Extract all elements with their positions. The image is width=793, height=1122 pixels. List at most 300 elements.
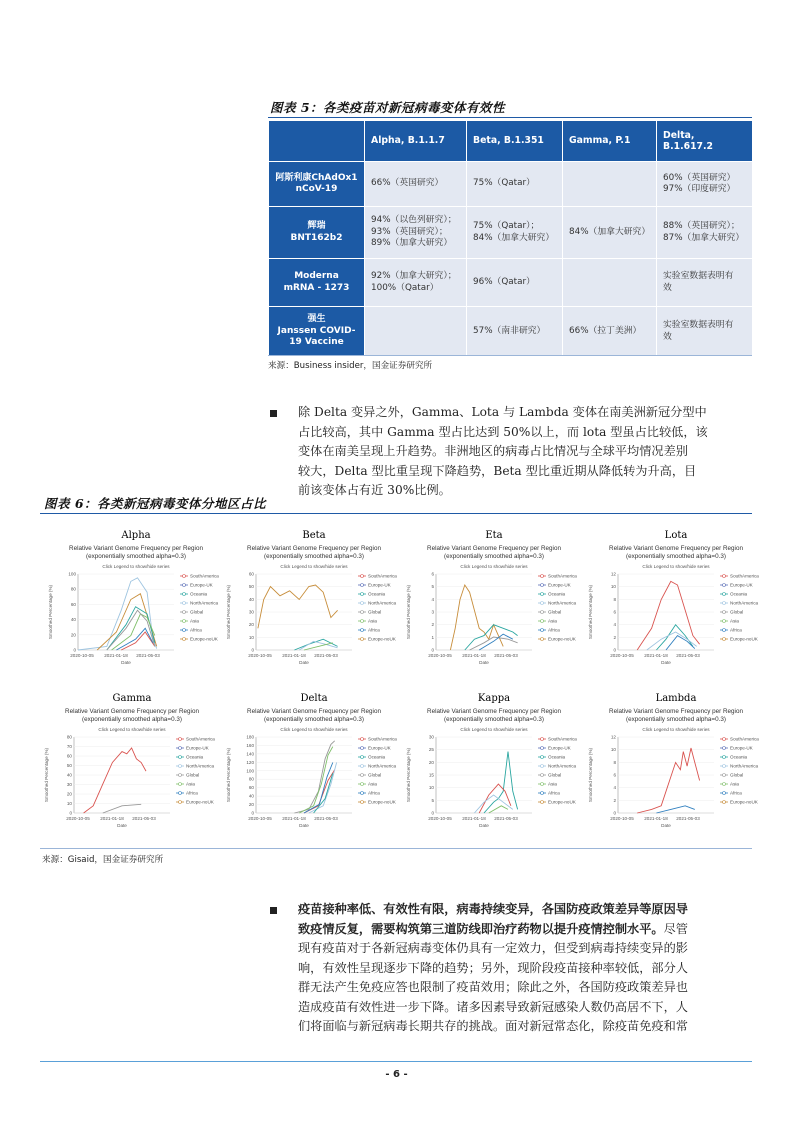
chart-title: Eta xyxy=(485,530,503,541)
row-header-janssen: 强生 Janssen COVID- 19 Vaccine xyxy=(269,307,365,357)
legend-label[interactable]: Global xyxy=(730,609,744,615)
legend-label[interactable]: Global xyxy=(190,609,204,615)
y-tick-label: 120 xyxy=(246,759,254,765)
legend-marker[interactable] xyxy=(361,774,364,777)
legend-marker[interactable] xyxy=(541,765,544,768)
series-line xyxy=(294,639,337,650)
y-tick-label: 0 xyxy=(613,810,616,816)
y-tick-label: 2 xyxy=(613,634,616,640)
y-tick-label: 8 xyxy=(613,596,616,602)
series-line xyxy=(470,637,518,650)
y-tick-label: 80 xyxy=(66,734,72,740)
x-axis-label: Date xyxy=(117,823,127,828)
y-tick-label: 2 xyxy=(613,797,616,803)
legend-marker[interactable] xyxy=(723,602,726,605)
y-tick-label: 0 xyxy=(431,647,434,653)
legend-marker[interactable] xyxy=(183,638,186,641)
table-cell: 57%（南非研究） xyxy=(467,307,563,357)
legend-label[interactable]: Oceania xyxy=(186,754,204,760)
legend-marker[interactable] xyxy=(361,738,364,741)
legend-label[interactable]: Europe-UK xyxy=(368,745,391,751)
chart-subtitle: Relative Variant Genome Frequency per Region xyxy=(247,708,381,715)
legend-label[interactable]: SouthAmerica xyxy=(548,573,577,579)
figure5-source: 来源：Business insider，国金证券研究所 xyxy=(268,361,433,371)
legend-marker[interactable] xyxy=(541,756,544,759)
legend-marker[interactable] xyxy=(179,801,182,804)
chart-title: Beta xyxy=(302,530,326,541)
legend-label[interactable]: Europe-noUK xyxy=(548,799,576,805)
y-tick-label: 60 xyxy=(70,601,76,607)
series-line xyxy=(656,806,694,813)
chart-subtitle: Relative Variant Genome Frequency per Region xyxy=(69,545,203,552)
legend-label[interactable]: NorthAmerica xyxy=(368,763,397,769)
legend-marker[interactable] xyxy=(723,629,726,632)
legend-label[interactable]: SouthAmerica xyxy=(368,736,397,742)
legend-marker[interactable] xyxy=(723,756,726,759)
legend-marker[interactable] xyxy=(361,620,364,623)
series-line xyxy=(258,585,338,628)
legend-marker[interactable] xyxy=(723,774,726,777)
page-number: - 6 - xyxy=(385,1069,408,1080)
legend-marker[interactable] xyxy=(361,638,364,641)
y-tick-label: 25 xyxy=(428,747,434,753)
y-axis-label: Smoothed Percentage (%) xyxy=(588,584,593,640)
table-cell: 88%（英国研究）； 87%（加拿大研究） xyxy=(657,207,753,259)
legend-marker[interactable] xyxy=(361,593,364,596)
y-tick-label: 60 xyxy=(66,753,72,759)
y-tick-label: 0 xyxy=(69,810,72,816)
legend-marker[interactable] xyxy=(541,620,544,623)
y-axis-label: Smoothed Percentage (%) xyxy=(406,747,411,803)
legend-label[interactable]: Europe-noUK xyxy=(368,799,396,805)
legend-label[interactable]: SouthAmerica xyxy=(730,736,759,742)
table-cell xyxy=(563,162,657,207)
legend-marker[interactable] xyxy=(541,801,544,804)
legend-marker[interactable] xyxy=(179,783,182,786)
legend-marker[interactable] xyxy=(723,747,726,750)
legend-label[interactable]: Asia xyxy=(190,618,199,624)
legend-label[interactable]: Europe-noUK xyxy=(730,799,758,805)
legend-marker[interactable] xyxy=(541,611,544,614)
legend-label[interactable]: Africa xyxy=(186,790,198,796)
x-axis-label: Date xyxy=(661,660,671,665)
legend-marker[interactable] xyxy=(183,575,186,578)
legend-label[interactable]: Global xyxy=(186,772,200,778)
legend-label[interactable]: Oceania xyxy=(730,591,748,597)
variant-chart-lota xyxy=(584,527,768,665)
legend-marker[interactable] xyxy=(723,801,726,804)
legend-marker[interactable] xyxy=(541,783,544,786)
legend-marker[interactable] xyxy=(361,629,364,632)
series-line xyxy=(299,747,333,813)
variant-chart-eta xyxy=(402,527,586,665)
table-cell: 75%（Qatar） xyxy=(467,162,563,207)
y-tick-label: 1 xyxy=(431,634,434,640)
x-tick-label: 2021-05-03 xyxy=(136,653,160,658)
chart-title: Delta xyxy=(300,693,328,704)
legend-label[interactable]: Africa xyxy=(548,790,560,796)
legend-marker[interactable] xyxy=(183,629,186,632)
legend-label[interactable]: Europe-UK xyxy=(730,582,753,588)
x-axis-label: Date xyxy=(299,823,309,828)
legend-hint: Click Legend to show/hide series xyxy=(280,564,348,569)
y-tick-label: 0 xyxy=(251,647,254,653)
table-corner xyxy=(269,121,365,162)
row-header-astrazeneca: 阿斯利康ChAdOx1 nCoV-19 xyxy=(269,162,365,207)
legend-marker[interactable] xyxy=(541,575,544,578)
chart-subtitle: Relative Variant Genome Frequency per Region xyxy=(247,545,381,552)
legend-label[interactable]: Europe-UK xyxy=(548,582,571,588)
legend-marker[interactable] xyxy=(723,611,726,614)
x-tick-label: 2021-05-03 xyxy=(494,653,518,658)
x-tick-label: 2020-10-05 xyxy=(248,653,272,658)
legend-marker[interactable] xyxy=(361,584,364,587)
legend-hint: Click Legend to show/hide series xyxy=(642,564,710,569)
chart-title: Lambda xyxy=(655,693,697,704)
legend-hint: Click Legend to show/hide series xyxy=(642,727,710,732)
legend-marker[interactable] xyxy=(541,792,544,795)
table-cell: 92%（加拿大研究）； 100%（Qatar） xyxy=(365,259,467,307)
legend-label[interactable]: Oceania xyxy=(548,754,566,760)
x-tick-label: 2021-01-18 xyxy=(462,653,486,658)
series-line xyxy=(78,578,157,650)
y-tick-label: 3 xyxy=(431,609,434,615)
legend-marker[interactable] xyxy=(183,584,186,587)
x-tick-label: 2020-10-05 xyxy=(66,816,90,821)
x-tick-label: 2020-10-05 xyxy=(610,816,634,821)
y-tick-label: 15 xyxy=(428,772,434,778)
legend-label[interactable]: Africa xyxy=(368,790,380,796)
legend-marker[interactable] xyxy=(179,774,182,777)
y-axis-label: Smoothed Percentage (%) xyxy=(406,584,411,640)
legend-label[interactable]: NorthAmerica xyxy=(548,763,577,769)
row-header-moderna: Moderna mRNA - 1273 xyxy=(269,259,365,307)
y-tick-label: 6 xyxy=(613,609,616,615)
legend-marker[interactable] xyxy=(179,756,182,759)
series-line xyxy=(489,806,508,813)
legend-label[interactable]: Asia xyxy=(368,781,377,787)
chart-title: Alpha xyxy=(121,530,151,541)
header-gamma: Gamma, P.1 xyxy=(563,121,657,162)
legend-label[interactable]: Global xyxy=(730,772,744,778)
legend-marker[interactable] xyxy=(361,792,364,795)
chart-subtitle: Relative Variant Genome Frequency per Region xyxy=(609,708,743,715)
y-tick-label: 10 xyxy=(66,801,72,806)
y-tick-label: 6 xyxy=(613,772,616,778)
variant-chart-gamma xyxy=(40,690,224,828)
y-tick-label: 40 xyxy=(248,793,254,799)
chart-subtitle: Relative Variant Genome Frequency per Region xyxy=(609,545,743,552)
legend-label[interactable]: SouthAmerica xyxy=(368,573,397,579)
chart-svg xyxy=(584,690,768,828)
paragraph-variants: 除 Delta 变异之外，Gamma、Lota 与 Lambda 变体在南美洲新冠分型中 占比较高，其中 Gamma 型占比达到 50%以上，而 lota 型虽占比较低，该 变体在南美呈现上升趋势。非洲地区的病毒占比情况与全球平均情况差别 较大，Delta 型比重呈现下降趋势，Beta 型比重近期从降低转为升高，目 前该变体占有近 30%比例。 xyxy=(298,405,708,497)
legend-label[interactable]: Oceania xyxy=(730,754,748,760)
chart-subtitle-2: (exponentially smoothed alpha=0.3) xyxy=(626,716,726,723)
x-tick-label: 2021-05-03 xyxy=(314,816,338,821)
legend-label[interactable]: Africa xyxy=(730,627,742,633)
legend-label[interactable]: Europe-noUK xyxy=(186,799,214,805)
x-axis-label: Date xyxy=(479,660,489,665)
series-line xyxy=(637,748,699,813)
y-tick-label: 4 xyxy=(613,785,616,791)
chart-subtitle-2: (exponentially smoothed alpha=0.3) xyxy=(82,716,182,723)
y-tick-label: 10 xyxy=(610,747,616,753)
table-row xyxy=(269,259,753,307)
y-tick-label: 5 xyxy=(431,797,434,803)
legend-label[interactable]: Europe-UK xyxy=(186,745,209,751)
header-alpha: Alpha, B.1.1.7 xyxy=(365,121,467,162)
legend-marker[interactable] xyxy=(541,629,544,632)
legend-label[interactable]: NorthAmerica xyxy=(190,600,219,606)
legend-marker[interactable] xyxy=(183,611,186,614)
y-tick-label: 0 xyxy=(251,810,254,816)
chart-svg xyxy=(402,690,586,828)
y-axis-label: Smoothed Percentage (%) xyxy=(44,747,49,803)
chart-title: Gamma xyxy=(112,693,152,704)
legend-label[interactable]: Asia xyxy=(548,781,557,787)
y-tick-label: 20 xyxy=(66,791,72,797)
x-tick-label: 2021-01-18 xyxy=(100,816,124,821)
legend-marker[interactable] xyxy=(723,738,726,741)
y-tick-label: 0 xyxy=(73,647,76,653)
chart-subtitle-2: (exponentially smoothed alpha=0.3) xyxy=(264,716,364,723)
chart-svg xyxy=(584,527,768,665)
figure6-source: 来源：Gisaid，国金证券研究所 xyxy=(42,855,164,865)
legend-marker[interactable] xyxy=(723,638,726,641)
legend-marker[interactable] xyxy=(361,611,364,614)
legend-marker[interactable] xyxy=(361,801,364,804)
y-tick-label: 2 xyxy=(431,622,434,628)
y-tick-label: 60 xyxy=(248,571,254,577)
legend-label[interactable]: Europe-noUK xyxy=(730,636,758,642)
chart-svg xyxy=(44,527,228,665)
y-tick-label: 0 xyxy=(431,810,434,816)
header-beta: Beta, B.1.351 xyxy=(467,121,563,162)
x-tick-label: 2021-01-18 xyxy=(644,816,668,821)
x-tick-label: 2020-10-05 xyxy=(610,653,634,658)
table-header-row xyxy=(269,121,753,162)
x-axis-label: Date xyxy=(479,823,489,828)
chart-subtitle-2: (exponentially smoothed alpha=0.3) xyxy=(86,553,186,560)
x-tick-label: 2021-01-18 xyxy=(462,816,486,821)
legend-marker[interactable] xyxy=(723,620,726,623)
legend-marker[interactable] xyxy=(183,620,186,623)
table-cell: 94%（以色列研究）； 93%（英国研究）； 89%（加拿大研究） xyxy=(365,207,467,259)
legend-label[interactable]: SouthAmerica xyxy=(730,573,759,579)
legend-label[interactable]: Africa xyxy=(190,627,202,633)
legend-label[interactable]: SouthAmerica xyxy=(186,736,215,742)
series-line xyxy=(637,581,699,650)
y-tick-label: 10 xyxy=(428,785,434,791)
legend-label[interactable]: Global xyxy=(368,609,382,615)
legend-label[interactable]: Africa xyxy=(548,627,560,633)
y-tick-label: 160 xyxy=(246,742,254,748)
legend-label[interactable]: Europe-UK xyxy=(368,582,391,588)
legend-marker[interactable] xyxy=(179,738,182,741)
vaccine-efficacy-table xyxy=(268,120,753,357)
legend-marker[interactable] xyxy=(723,575,726,578)
x-tick-label: 2021-01-18 xyxy=(644,653,668,658)
table-cell: 84%（加拿大研究） xyxy=(563,207,657,259)
y-tick-label: 5 xyxy=(431,584,434,590)
y-tick-label: 30 xyxy=(248,609,254,615)
legend-label[interactable]: Africa xyxy=(730,790,742,796)
x-tick-label: 2020-10-05 xyxy=(248,816,272,821)
figure5-title-rule xyxy=(268,117,752,118)
legend-marker[interactable] xyxy=(541,638,544,641)
table-cell xyxy=(365,307,467,357)
x-tick-label: 2020-10-05 xyxy=(70,653,94,658)
legend-label[interactable]: Asia xyxy=(730,618,739,624)
legend-marker[interactable] xyxy=(723,584,726,587)
legend-marker[interactable] xyxy=(179,765,182,768)
legend-marker[interactable] xyxy=(541,738,544,741)
legend-label[interactable]: Oceania xyxy=(190,591,208,597)
legend-marker[interactable] xyxy=(361,602,364,605)
legend-label[interactable]: Global xyxy=(548,772,562,778)
y-tick-label: 70 xyxy=(66,744,72,749)
x-tick-label: 2021-01-18 xyxy=(104,653,128,658)
chart-subtitle: Relative Variant Genome Frequency per Region xyxy=(65,708,199,715)
y-tick-label: 180 xyxy=(246,734,254,740)
y-tick-label: 100 xyxy=(246,768,254,774)
legend-marker[interactable] xyxy=(541,584,544,587)
series-line xyxy=(304,643,333,650)
figure6-title-rule xyxy=(40,513,752,514)
legend-hint: Click Legend to show/hide series xyxy=(460,727,528,732)
legend-label[interactable]: SouthAmerica xyxy=(190,573,219,579)
legend-marker[interactable] xyxy=(179,792,182,795)
legend-label[interactable]: Asia xyxy=(186,781,195,787)
legend-marker[interactable] xyxy=(361,783,364,786)
y-tick-label: 12 xyxy=(610,734,616,740)
x-tick-label: 2020-10-05 xyxy=(428,816,452,821)
figure6-title: 图表 6：各类新冠病毒变体分地区占比 xyxy=(44,496,267,511)
chart-subtitle: Relative Variant Genome Frequency per Region xyxy=(427,545,561,552)
x-tick-label: 2021-05-03 xyxy=(314,653,338,658)
chart-subtitle-2: (exponentially smoothed alpha=0.3) xyxy=(444,553,544,560)
chart-title: Lota xyxy=(664,530,688,541)
legend-label[interactable]: SouthAmerica xyxy=(548,736,577,742)
legend-label[interactable]: Asia xyxy=(368,618,377,624)
table-cell: 实验室数据表明有 效 xyxy=(657,259,753,307)
legend-label[interactable]: Global xyxy=(368,772,382,778)
figure6-bottom-rule xyxy=(40,848,752,849)
y-axis-label: Smoothed Percentage (%) xyxy=(48,584,53,640)
variant-chart-delta xyxy=(222,690,406,828)
series-line xyxy=(116,628,152,650)
x-tick-label: 2021-01-18 xyxy=(282,816,306,821)
y-tick-label: 60 xyxy=(248,785,254,791)
x-axis-label: Date xyxy=(299,660,309,665)
chart-title: Kappa xyxy=(477,693,511,704)
legend-label[interactable]: NorthAmerica xyxy=(368,600,397,606)
y-tick-label: 0 xyxy=(613,647,616,653)
legend-marker[interactable] xyxy=(723,792,726,795)
table-cell: 96%（Qatar） xyxy=(467,259,563,307)
legend-label[interactable]: Europe-UK xyxy=(548,745,571,751)
legend-label[interactable]: Africa xyxy=(368,627,380,633)
y-tick-label: 140 xyxy=(246,751,254,757)
legend-label[interactable]: Europe-noUK xyxy=(368,636,396,642)
legend-marker[interactable] xyxy=(361,756,364,759)
table-cell: 实验室数据表明有 效 xyxy=(657,307,753,357)
x-tick-label: 2020-10-05 xyxy=(428,653,452,658)
chart-subtitle: Relative Variant Genome Frequency per Region xyxy=(427,708,561,715)
y-tick-label: 12 xyxy=(610,571,616,577)
legend-marker[interactable] xyxy=(361,575,364,578)
legend-label[interactable]: Asia xyxy=(548,618,557,624)
x-tick-label: 2021-01-18 xyxy=(282,653,306,658)
variant-chart-kappa xyxy=(402,690,586,828)
legend-marker[interactable] xyxy=(723,783,726,786)
legend-marker[interactable] xyxy=(361,765,364,768)
x-tick-label: 2021-05-03 xyxy=(676,816,700,821)
legend-label[interactable]: Europe-noUK xyxy=(548,636,576,642)
y-tick-label: 4 xyxy=(613,622,616,628)
table-row xyxy=(269,207,753,259)
legend-label[interactable]: NorthAmerica xyxy=(730,600,759,606)
legend-marker[interactable] xyxy=(541,747,544,750)
legend-marker[interactable] xyxy=(541,774,544,777)
legend-label[interactable]: Europe-UK xyxy=(190,582,213,588)
y-tick-label: 20 xyxy=(248,802,254,808)
legend-marker[interactable] xyxy=(361,747,364,750)
y-tick-label: 40 xyxy=(70,617,76,623)
legend-label[interactable]: Oceania xyxy=(368,754,386,760)
legend-label[interactable]: NorthAmerica xyxy=(548,600,577,606)
x-tick-label: 2021-05-03 xyxy=(494,816,518,821)
variant-chart-beta xyxy=(222,527,406,665)
legend-label[interactable]: Oceania xyxy=(548,591,566,597)
legend-label[interactable]: Europe-noUK xyxy=(190,636,218,642)
chart-svg xyxy=(222,527,406,665)
chart-svg xyxy=(402,527,586,665)
legend-marker[interactable] xyxy=(183,593,186,596)
legend-marker[interactable] xyxy=(183,602,186,605)
y-axis-label: Smoothed Percentage (%) xyxy=(226,747,231,803)
legend-label[interactable]: NorthAmerica xyxy=(186,763,215,769)
footer-rule xyxy=(40,1061,752,1062)
legend-marker[interactable] xyxy=(723,765,726,768)
legend-marker[interactable] xyxy=(541,593,544,596)
legend-label[interactable]: Global xyxy=(548,609,562,615)
series-line xyxy=(479,634,513,650)
legend-label[interactable]: NorthAmerica xyxy=(730,763,759,769)
legend-label[interactable]: Asia xyxy=(730,781,739,787)
x-tick-label: 2021-05-03 xyxy=(676,653,700,658)
y-tick-label: 30 xyxy=(66,782,72,787)
y-tick-label: 8 xyxy=(613,759,616,765)
y-axis-label: Smoothed Percentage (%) xyxy=(226,584,231,640)
variant-chart-alpha xyxy=(44,527,228,665)
variant-chart-lambda xyxy=(584,690,768,828)
legend-marker[interactable] xyxy=(179,747,182,750)
legend-hint: Click Legend to show/hide series xyxy=(102,564,170,569)
legend-label[interactable]: Europe-UK xyxy=(730,745,753,751)
chart-subtitle-2: (exponentially smoothed alpha=0.3) xyxy=(264,553,364,560)
y-tick-label: 50 xyxy=(248,584,254,590)
header-delta: Delta, B.1.617.2 xyxy=(657,121,753,162)
paragraph-conclusion: 疫苗接种率低、有效性有限，病毒持续变异，各国防疫政策差异等原因导 致疫情反复，需要构筑第三道防线即治疗药物以提升疫情控制水平。尽管 现有疫苗对于各新冠病毒变体仍具有一定效力，但受到病毒持续变异的影 响，有效性呈现逐步下降的趋势；另外，现阶段疫苗接种率较低，部分人 群无法产生免疫应答也限制了疫苗效用；除此之外，各国防疫政策差异也 造成疫苗有效性进一步下降。诸多因素导致新冠感染人数仍高居不下，人 们将面临与新冠病毒长期共存的挑战。面对新冠常态化，除疫苗免疫和常 xyxy=(298,902,688,1033)
legend-marker[interactable] xyxy=(723,593,726,596)
y-tick-label: 80 xyxy=(248,776,254,782)
y-tick-label: 50 xyxy=(66,763,72,768)
y-tick-label: 10 xyxy=(610,584,616,590)
chart-svg xyxy=(40,690,224,828)
legend-label[interactable]: Oceania xyxy=(368,591,386,597)
legend-marker[interactable] xyxy=(541,602,544,605)
